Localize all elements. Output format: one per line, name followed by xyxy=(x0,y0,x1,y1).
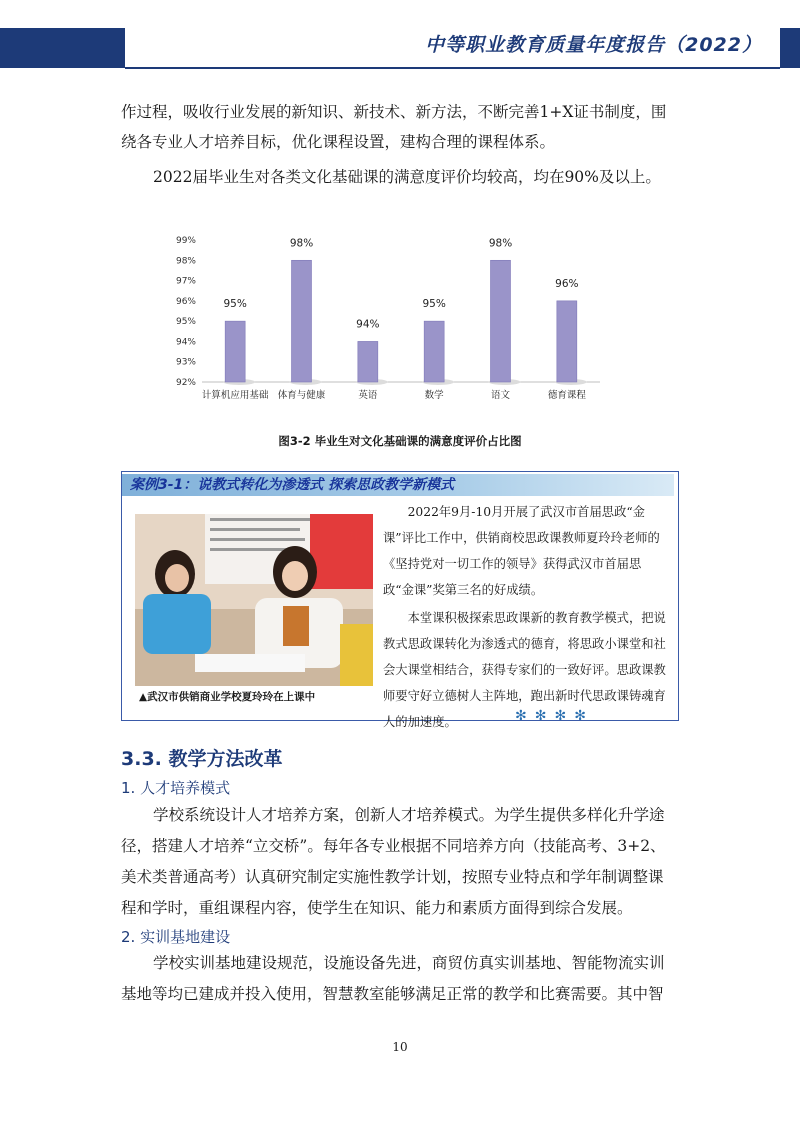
data-label: 95% xyxy=(223,298,247,311)
decorative-stars: ✻✻✻✻ xyxy=(515,708,594,724)
bar xyxy=(424,321,444,382)
header-rule xyxy=(125,67,780,69)
header-bar-right xyxy=(780,28,800,68)
x-tick-label: 语文 xyxy=(490,390,511,401)
body-line: 学校实训基地建设规范，设施设备先进，商贸仿真实训基地、智能物流实训 xyxy=(153,954,665,972)
y-tick-label: 98% xyxy=(175,256,196,267)
section-heading: 3.3. 教学方法改革 xyxy=(121,748,283,770)
body-line: 作过程，吸收行业发展的新知识、新技术、新方法，不断完善1+X证书制度，围 xyxy=(121,103,667,121)
figure-caption: 图3-2 毕业生对文化基础课的满意度评价占比图 xyxy=(278,434,522,448)
y-tick-label: 99% xyxy=(175,236,196,246)
bar xyxy=(358,341,378,382)
bar xyxy=(491,260,511,382)
data-label: 98% xyxy=(289,237,314,250)
y-tick-label: 95% xyxy=(175,317,196,328)
page-number: 10 xyxy=(392,1040,408,1054)
body-line: 绕各专业人才培养目标，优化课程设置，建构合理的课程体系。 xyxy=(121,133,556,151)
case-text xyxy=(383,499,668,735)
classroom-photo xyxy=(135,514,373,686)
header-bar-left xyxy=(0,28,125,68)
x-tick-label: 计算机应用基础 xyxy=(201,390,269,401)
body-line: 美术类普通高考）认真研究制定实施性教学计划，按照专业特点和学年制调整课 xyxy=(121,868,664,886)
case-title: 案例3-1：说教式转化为渗透式 探索思政教学新模式 xyxy=(130,477,455,493)
data-label: 98% xyxy=(488,237,513,250)
body-line: 程和学时，重组课程内容，使学生在知识、能力和素质方面得到综合发展。 xyxy=(121,899,633,917)
bar xyxy=(225,321,245,382)
data-label: 96% xyxy=(555,277,579,290)
photo-caption: ▲武汉市供销商业学校夏玲玲在上课中 xyxy=(139,691,316,703)
body-line: 学校系统设计人才培养方案，创新人才培养模式。为学生提供多样化升学途 xyxy=(153,806,665,824)
x-tick-label: 英语 xyxy=(358,390,378,401)
body-line: 基地等均已建成并投入使用，智慧教室能够满足正常的教学和比赛需要。其中智 xyxy=(121,985,664,1003)
y-tick-label: 94% xyxy=(175,337,196,348)
bar xyxy=(292,260,312,382)
report-title: 中等职业教育质量年度报告（2022） xyxy=(425,34,762,56)
y-tick-label: 97% xyxy=(175,276,196,287)
x-tick-label: 数学 xyxy=(424,390,444,401)
case-paragraph: 本堂课积极探索思政课新的教育教学模式，把说教式思政课转化为渗透式的德育，将思政小课堂和社会大课堂相结合，获得专家们的一致好评。思政课教师要守好立德树人主阵地，跑出新时代思政课铸魂育人的加速度。 xyxy=(383,611,666,729)
y-tick-label: 96% xyxy=(175,296,196,307)
data-label: 95% xyxy=(422,298,446,311)
case-paragraph: 2022年9月-10月开展了武汉市首届思政“金课”评比工作中，供销商校思政课教师夏玲玲老师的《坚持党对一切工作的领导》获得武汉市首届思政“金课”奖第三名的好成绩。 xyxy=(383,505,660,597)
body-line: 2022届毕业生对各类文化基础课的满意度评价均较高，均在90%及以上。 xyxy=(153,168,661,186)
y-tick-label: 93% xyxy=(175,357,196,368)
body-line: 径，搭建人才培养“立交桥”。每年各专业根据不同培养方向（技能高考、3+2、 xyxy=(121,837,666,855)
x-tick-label: 德育课程 xyxy=(547,390,586,401)
satisfaction-bar-chart xyxy=(170,228,610,408)
y-tick-label: 92% xyxy=(175,378,196,388)
x-tick-label: 体育与健康 xyxy=(277,390,326,401)
subsection-heading: 1. 人才培养模式 xyxy=(121,779,231,797)
subsection-heading: 2. 实训基地建设 xyxy=(121,928,231,946)
data-label: 94% xyxy=(356,318,380,331)
bar xyxy=(557,301,577,382)
